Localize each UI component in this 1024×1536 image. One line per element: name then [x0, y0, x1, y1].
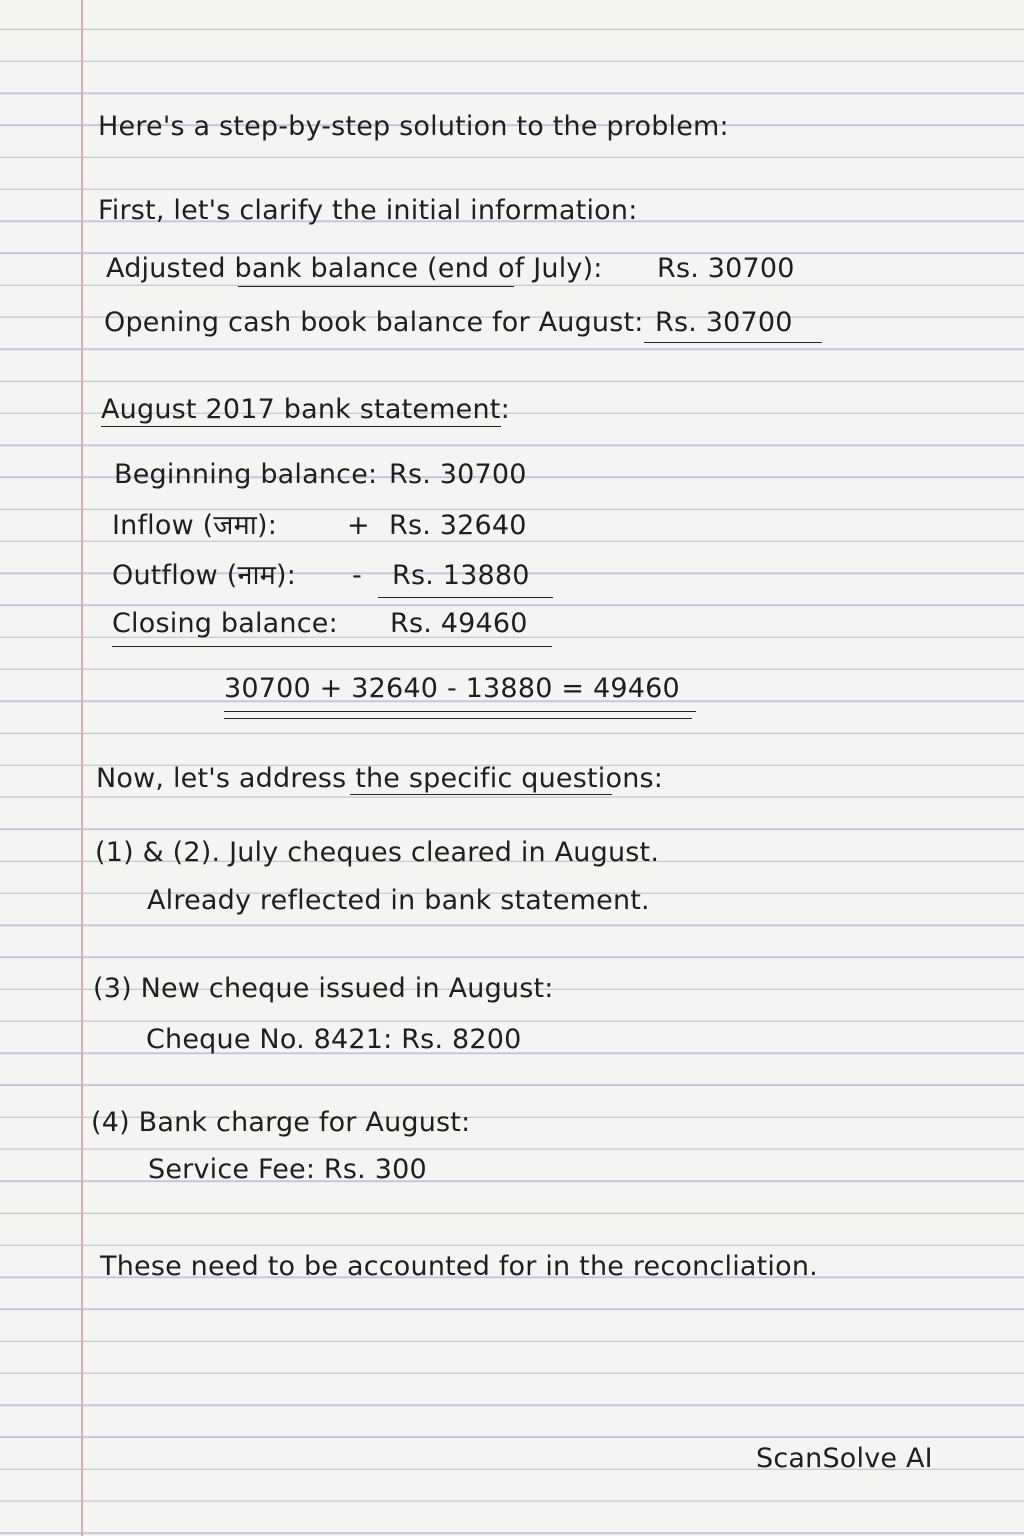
questions-heading-underline — [350, 794, 612, 795]
question-1-2-line-2: Already reflected in bank statement. — [147, 885, 650, 916]
opening-balance-value: Rs. 30700 — [655, 307, 793, 338]
question-3-line-1: (3) New cheque issued in August: — [93, 973, 554, 1004]
question-3-line-2: Cheque No. 8421: Rs. 8200 — [146, 1024, 522, 1055]
questions-heading: Now, let's address the specific questions: — [96, 763, 664, 794]
adjusted-balance-label: Adjusted bank balance (end of July): — [106, 253, 603, 284]
closing-underline — [112, 646, 552, 647]
equation-underline-1 — [224, 711, 696, 712]
balance-equation: 30700 + 32640 - 13880 = 49460 — [224, 673, 680, 704]
outflow-label: Outflow (नाम): — [112, 560, 297, 591]
outflow-underline — [378, 597, 553, 598]
notebook-margin-line — [81, 0, 83, 1536]
equation-underline-2 — [224, 718, 692, 719]
conclusion-text: These need to be accounted for in the reconcliation. — [100, 1251, 818, 1282]
question-1-2-line-1: (1) & (2). July cheques cleared in August. — [95, 837, 660, 868]
inflow-label: Inflow (जमा): — [112, 510, 278, 541]
adjusted-balance-value: Rs. 30700 — [657, 253, 795, 284]
statement-heading-underline — [101, 426, 501, 427]
outflow-sign: - — [352, 560, 362, 591]
adjusted-label-underline — [238, 286, 514, 287]
beginning-balance-value: Rs. 30700 — [389, 459, 527, 490]
opening-balance-label: Opening cash book balance for August: — [104, 307, 644, 338]
statement-heading: August 2017 bank statement: — [101, 394, 510, 425]
inflow-sign: + — [347, 510, 370, 541]
closing-balance-label: Closing balance: — [112, 608, 338, 639]
closing-balance-value: Rs. 49460 — [390, 608, 528, 639]
question-4-line-1: (4) Bank charge for August: — [91, 1107, 471, 1138]
inflow-value: Rs. 32640 — [389, 510, 527, 541]
scansolve-watermark: ScanSolve AI — [756, 1443, 933, 1474]
opening-value-underline — [644, 342, 822, 343]
initial-info-heading: First, let's clarify the initial information: — [98, 195, 638, 226]
beginning-balance-label: Beginning balance: — [114, 459, 378, 490]
outflow-value: Rs. 13880 — [392, 560, 530, 591]
intro-text: Here's a step-by-step solution to the problem: — [98, 111, 729, 142]
question-4-line-2: Service Fee: Rs. 300 — [148, 1154, 427, 1185]
